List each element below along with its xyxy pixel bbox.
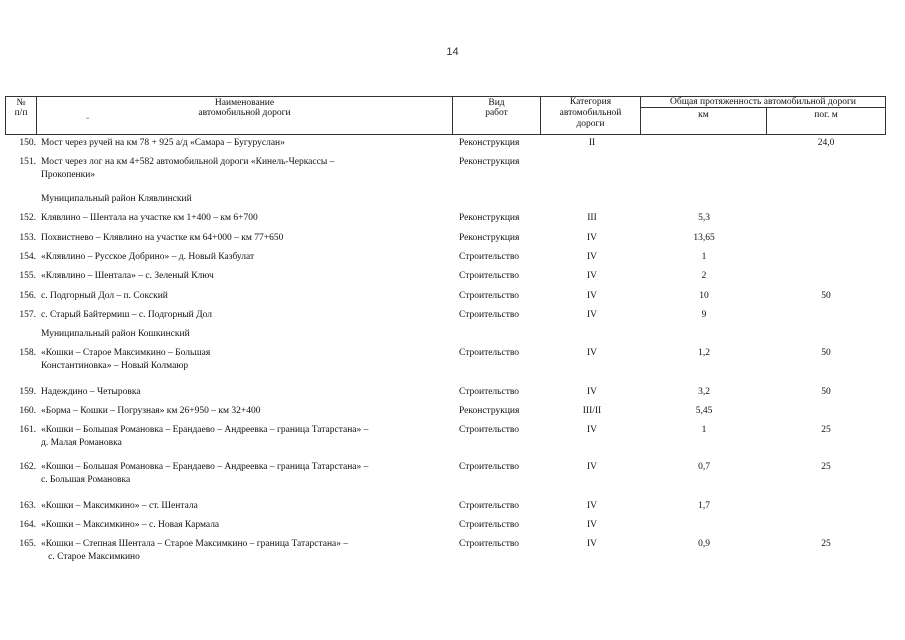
road-name-line: «Кошки – Большая Романовка – Ерандаево – Андреевка – граница Татарстана» – bbox=[41, 462, 369, 472]
work-type: Строительство bbox=[459, 501, 520, 511]
work-type: Реконструкция bbox=[459, 138, 520, 148]
work-type: Реконструкция bbox=[459, 157, 520, 167]
header-work-line1: Вид bbox=[488, 98, 505, 108]
length-pog-m: 25 bbox=[821, 539, 831, 549]
header-name-line1: Наименование bbox=[214, 98, 275, 108]
page-number: 14 bbox=[446, 46, 459, 58]
road-name-line: «Кошки – Старое Максимкино – Большая bbox=[41, 348, 211, 358]
work-type: Строительство bbox=[459, 462, 520, 472]
row-number: 153. bbox=[19, 233, 36, 243]
header-km: км bbox=[698, 110, 709, 120]
road-name-line: «Кошки – Большая Романовка – Ерандаево – Андреевка – граница Татарстана» – bbox=[41, 425, 369, 435]
length-km: 13,65 bbox=[693, 233, 715, 243]
length-km: 1,2 bbox=[698, 348, 710, 358]
row-number: 157. bbox=[19, 310, 36, 320]
header-name-line2: автомобильной дороги bbox=[198, 108, 291, 118]
road-category: IV bbox=[586, 520, 598, 530]
header-num-line2: п/п bbox=[14, 108, 28, 118]
length-km: 5,3 bbox=[698, 213, 710, 223]
length-km: 3,2 bbox=[698, 387, 710, 397]
work-type: Строительство bbox=[459, 271, 520, 281]
work-type: Строительство bbox=[459, 252, 520, 262]
work-type: Строительство bbox=[459, 291, 520, 301]
header-category-line3: дороги bbox=[576, 119, 605, 129]
row-number: 159. bbox=[19, 387, 36, 397]
work-type: Строительство bbox=[459, 348, 520, 358]
length-km: 1 bbox=[701, 252, 707, 262]
work-type: Строительство bbox=[459, 387, 520, 397]
work-type: Строительство bbox=[459, 520, 520, 530]
length-pog-m: 24,0 bbox=[817, 138, 835, 148]
row-number: 155. bbox=[19, 271, 36, 281]
road-name bbox=[41, 347, 441, 373]
length-km: 0,7 bbox=[698, 462, 710, 472]
section-heading-klyavlinsky: Муниципальный район Клявлинский bbox=[41, 194, 192, 204]
road-name bbox=[41, 538, 441, 564]
road-name-line: Мост через лог на км 4+582 автомобильной дороги «Кинель-Черкассы – bbox=[41, 157, 335, 167]
road-name-line: д. Малая Романовка bbox=[41, 438, 122, 448]
work-type: Строительство bbox=[459, 425, 520, 435]
road-category: IV bbox=[586, 425, 598, 435]
length-pog-m: 25 bbox=[821, 462, 831, 472]
road-name bbox=[41, 424, 441, 450]
road-name-line: Прокопенки» bbox=[41, 170, 96, 180]
road-name: Мост через ручей на км 78 + 925 а/д «Самара – Бугуруслан» bbox=[41, 138, 285, 148]
row-number: 158. bbox=[19, 348, 36, 358]
row-number: 163. bbox=[19, 501, 36, 511]
road-category: IV bbox=[586, 348, 598, 358]
row-number: 151. bbox=[19, 157, 36, 167]
length-km: 1,7 bbox=[698, 501, 710, 511]
table-header bbox=[0, 96, 905, 136]
road-category: IV bbox=[586, 387, 598, 397]
header-num-line1: № bbox=[16, 98, 26, 108]
road-category: IV bbox=[586, 252, 598, 262]
road-category: IV bbox=[586, 271, 598, 281]
road-name: с. Старый Байтермиш – с. Подгорный Дол bbox=[41, 310, 212, 320]
length-km: 9 bbox=[701, 310, 707, 320]
road-name: Надеждино – Четыровка bbox=[41, 387, 141, 397]
road-category: III/II bbox=[582, 406, 602, 416]
road-name: «Борма – Кошки – Погрузная» км 26+950 – км 32+400 bbox=[41, 406, 261, 416]
work-type: Реконструкция bbox=[459, 233, 520, 243]
length-km: 10 bbox=[699, 291, 709, 301]
row-number: 150. bbox=[19, 138, 36, 148]
road-category: IV bbox=[586, 539, 598, 549]
length-pog-m: 50 bbox=[821, 348, 831, 358]
road-name: Похвистнево – Клявлино на участке км 64+000 – км 77+650 bbox=[41, 233, 284, 243]
work-type: Реконструкция bbox=[459, 213, 520, 223]
stray-mark: ˇ bbox=[86, 117, 90, 128]
row-number: 165. bbox=[19, 539, 36, 549]
work-type: Реконструкция bbox=[459, 406, 520, 416]
road-name bbox=[41, 461, 441, 487]
road-category: IV bbox=[586, 233, 598, 243]
length-km: 5,45 bbox=[695, 406, 713, 416]
road-category: II bbox=[588, 138, 596, 148]
header-category-line1: Категория bbox=[569, 97, 612, 107]
road-name-line: Константиновка» – Новый Колмаюр bbox=[41, 361, 189, 371]
road-category: IV bbox=[586, 462, 598, 472]
length-pog-m: 50 bbox=[821, 387, 831, 397]
row-number: 162. bbox=[19, 462, 36, 472]
header-pog: пог. м bbox=[814, 110, 838, 120]
road-category: IV bbox=[586, 501, 598, 511]
road-name-line: «Кошки – Степная Шентала – Старое Максимкино – граница Татарстана» – bbox=[41, 539, 349, 549]
row-number: 160. bbox=[19, 406, 36, 416]
section-heading-koshkinsky: Муниципальный район Кошкинский bbox=[41, 329, 190, 339]
length-pog-m: 50 bbox=[821, 291, 831, 301]
road-category: IV bbox=[586, 291, 598, 301]
row-number: 154. bbox=[19, 252, 36, 262]
row-number: 152. bbox=[19, 213, 36, 223]
road-name-line: с. Старое Максимкино bbox=[41, 552, 140, 562]
road-name bbox=[41, 156, 441, 182]
length-km: 2 bbox=[701, 271, 707, 281]
road-name: «Клявлино – Шентала» – с. Зеленый Ключ bbox=[41, 271, 214, 281]
length-km: 1 bbox=[701, 425, 707, 435]
row-number: 161. bbox=[19, 425, 36, 435]
header-category-line2: автомобильной bbox=[559, 108, 622, 118]
work-type: Строительство bbox=[459, 310, 520, 320]
road-name: «Кошки – Максимкино» – ст. Шентала bbox=[41, 501, 198, 511]
road-category: IV bbox=[586, 310, 598, 320]
work-type: Строительство bbox=[459, 539, 520, 549]
road-name: «Кошки – Максимкино» – с. Новая Кармала bbox=[41, 520, 220, 530]
road-name: с. Подгорный Дол – п. Сокский bbox=[41, 291, 168, 301]
length-km: 0,9 bbox=[698, 539, 710, 549]
road-name: Клявлино – Шентала на участке км 1+400 – км 6+700 bbox=[41, 213, 258, 223]
header-length-title: Общая протяженность автомобильной дороги bbox=[670, 97, 856, 107]
row-number: 156. bbox=[19, 291, 36, 301]
road-category: III bbox=[587, 213, 597, 223]
header-work-line2: работ bbox=[485, 108, 508, 118]
length-pog-m: 25 bbox=[821, 425, 831, 435]
road-name: «Клявлино – Русское Добрино» – д. Новый Казбулат bbox=[41, 252, 255, 262]
row-number: 164. bbox=[19, 520, 36, 530]
road-name-line: с. Большая Романовка bbox=[41, 475, 131, 485]
